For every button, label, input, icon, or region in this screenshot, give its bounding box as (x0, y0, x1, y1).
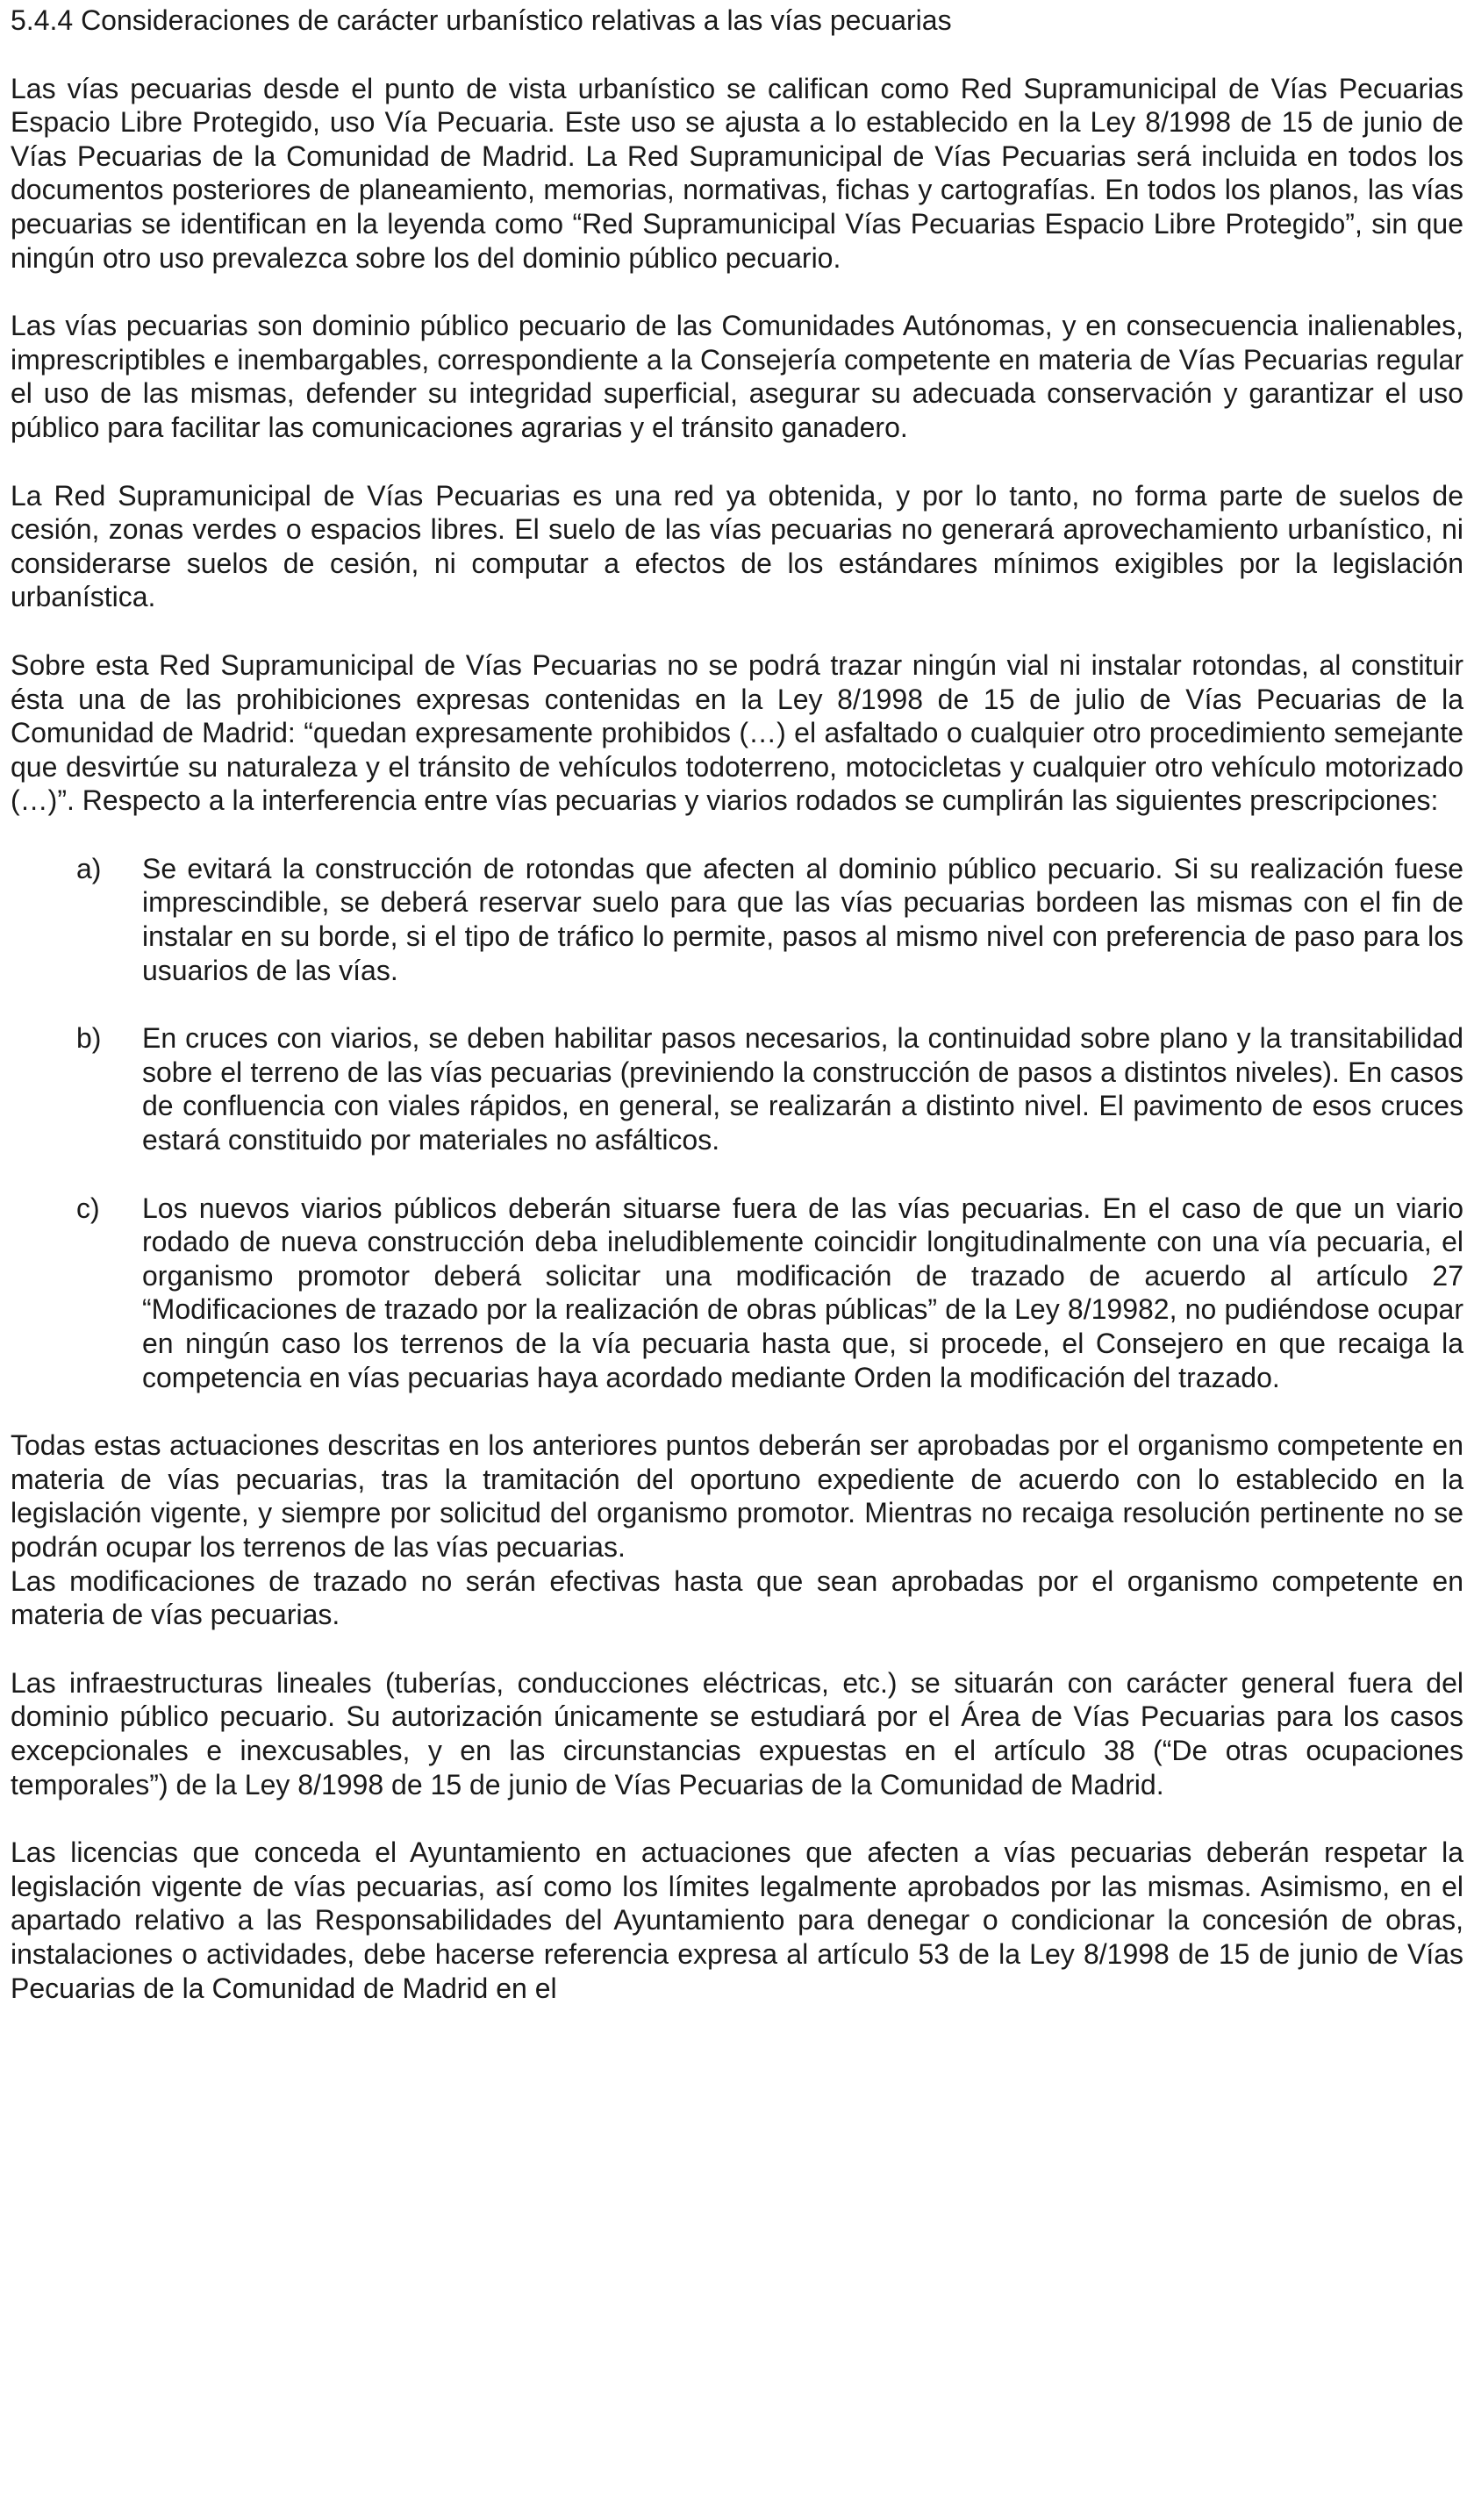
section-heading: 5.4.4 Consideraciones de carácter urbanístico relativas a las vías pecuarias (11, 4, 952, 36)
paragraph-prohibitions: Sobre esta Red Supramunicipal de Vías Pecuarias no se podrá trazar ningún vial ni instalar rotondas, al constituir ésta una de las prohibiciones expresas contenidas en la Ley 8/1998 de 15 de julio de Vías Pecuarias de la Comunidad de Madrid: “quedan expresamente prohibidos (…) el asfaltado o cualquier otro procedimiento semejante que desvirtúe su naturaleza y el tránsito de vehículos todoterreno, motocicletas y cualquier otro vehículo motorizado (…)”. Respecto a la interferencia entre vías pecuarias y viarios rodados se cumplirán las siguientes prescripciones: (11, 648, 1463, 817)
list-item-text: En cruces con viarios, se deben habilitar pasos necesarios, la continuidad sobre plano y la transitabilidad sobre el terreno de las vías pecuarias (previniendo la construcción de pasos a distintos niveles). En casos de confluencia con viales rápidos, en general, se realizarán a distinto nivel. El pavimento de esos cruces estará constituido por materiales no asfálticos. (142, 1022, 1463, 1156)
paragraph-linear-infrastructure: Las infraestructuras lineales (tuberías, conducciones eléctricas, etc.) se situarán con carácter general fuera del dominio público pecuario. Su autorización únicamente se estudiará por el Área de Vías Pecuarias para los casos excepcionales e inexcusables, y en las circunstancias expuestas en el artículo 38 (“De otras ocupaciones temporales”) de la Ley 8/1998 de 15 de junio de Vías Pecuarias de la Comunidad de Madrid. (11, 1666, 1463, 1801)
paragraph-approvals: Todas estas actuaciones descritas en los anteriores puntos deberán ser aprobadas por el organismo competente en materia de vías pecuarias, tras la tramitación del oportuno expediente de acuerdo con lo establecido en la legislación vigente, y siempre por solicitud del organismo promotor. Mientras no recaiga resolución pertinente no se podrán ocupar los terrenos de las vías pecuarias. (11, 1429, 1463, 1563)
paragraph-public-domain: Las vías pecuarias son dominio público pecuario de las Comunidades Autónomas, y en consecuencia inalienables, imprescriptibles e inembargables, correspondiente a la Consejería competente en materia de Vías Pecuarias regular el uso de las mismas, defender su integridad superficial, asegurar su adecuada conservación y garantizar el uso público para facilitar las comunicaciones agrarias y el tránsito ganadero. (11, 310, 1463, 443)
list-marker: c) (76, 1192, 100, 1224)
list-marker: b) (76, 1022, 102, 1055)
list-item-text: Los nuevos viarios públicos deberán situarse fuera de las vías pecuarias. En el caso de que un viario rodado de nueva construcción deba ineludiblemente coincidir longitudinalmente con una vía pecuaria, el organismo promotor deberá solicitar una modificación de trazado de acuerdo al artículo 27 “Modificaciones de trazado por la realización de obras públicas” de la Ley 8/19982, no pudiéndose ocupar en ningún caso los terrenos de la vía pecuaria hasta que, si procede, el Consejero en que recaiga la competencia en vías pecuarias haya acordado mediante Orden la modificación del trazado. (142, 1192, 1463, 1393)
list-marker: a) (76, 852, 102, 884)
paragraph-route-modifications: Las modificaciones de trazado no serán efectivas hasta que sean aprobadas por el organismo competente en materia de vías pecuarias. (11, 1564, 1463, 1631)
document-page (11, 4, 1463, 2039)
paragraph-network-obtained: La Red Supramunicipal de Vías Pecuarias es una red ya obtenida, y por lo tanto, no forma parte de suelos de cesión, zonas verdes o espacios libres. El suelo de las vías pecuarias no generará aprovechamiento urbanístico, ni considerarse suelos de cesión, ni computar a efectos de los estándares mínimos exigibles por la legislación urbanística. (11, 479, 1463, 613)
list-item-text: Se evitará la construcción de rotondas que afecten al dominio público pecuario. Si su realización fuese imprescindible, se deberá reservar suelo para que las vías pecuarias bordeen las mismas con el fin de instalar en su borde, si el tipo de tráfico lo permite, pasos al mismo nivel con preferencia de paso para los usuarios de las vías. (142, 852, 1463, 986)
paragraph-licences: Las licencias que conceda el Ayuntamiento en actuaciones que afecten a vías pecuarias deberán respetar la legislación vigente de vías pecuarias, así como los límites legalmente aprobados por las mismas. Asimismo, en el apartado relativo a las Responsabilidades del Ayuntamiento para denegar o condicionar la concesión de obras, instalaciones o actividades, debe hacerse referencia expresa al artículo 53 de la Ley 8/1998 de 15 de junio de Vías Pecuarias de la Comunidad de Madrid en el (11, 1836, 1463, 2004)
paragraph-urban-classification: Las vías pecuarias desde el punto de vista urbanístico se califican como Red Supramunicipal de Vías Pecuarias Espacio Libre Protegido, uso Vía Pecuaria. Este uso se ajusta a lo establecido en la Ley 8/1998 de 15 de junio de Vías Pecuarias de la Comunidad de Madrid. La Red Supramunicipal de Vías Pecuarias será incluida en todos los documentos posteriores de planeamiento, memorias, normativas, fichas y cartografías. En todos los planos, las vías pecuarias se identifican en la leyenda como “Red Supramunicipal Vías Pecuarias Espacio Libre Protegido”, sin que ningún otro uso prevalezca sobre los del dominio público pecuario. (11, 72, 1463, 274)
list-item (11, 852, 1463, 987)
list-item (11, 1021, 1463, 1156)
prescriptions-list (11, 852, 1463, 1394)
list-item (11, 1192, 1463, 1395)
